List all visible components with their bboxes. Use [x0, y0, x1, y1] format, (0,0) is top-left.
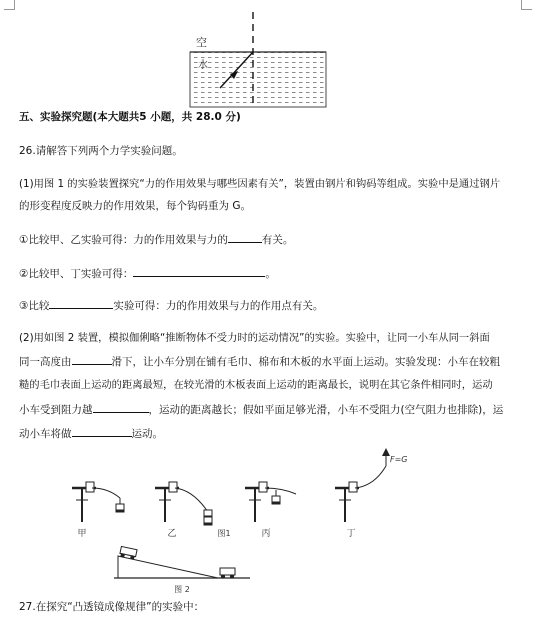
apparatus-bing — [245, 482, 296, 522]
figure1-label-jia: 甲 — [77, 529, 87, 539]
q26-item2-prefix: ②比较甲、丁实验可得： — [19, 268, 134, 280]
q26-part2-line4-prefix: 小车受到阻力越 — [19, 404, 93, 416]
figure1-force-label: F=G — [390, 455, 408, 464]
q26-part2-line2-prefix: 同一高度由 — [19, 356, 72, 368]
q26-part2-line3: 糙的毛巾表面上运动的距离最短，在较光滑的木板表面上运动的距离最长，说明在其它条件相同时，运动 — [19, 379, 493, 391]
air-label: 空 — [196, 36, 207, 49]
apparatus-yi — [155, 482, 212, 525]
section-heading: 五、实验探究题(本大题共5 小题，共 28.0 分) — [19, 111, 241, 123]
q26-part1-line1: (1)用图 1 的实验装置探究“力的作用效果与哪些因素有关”，装置由钢片和钩码等组成。实验中是通过钢片 — [19, 178, 501, 190]
q26-part2-blank-resistance — [93, 402, 149, 413]
figure1-steel-strips — [60, 450, 408, 540]
q26-part2-blank-release — [72, 354, 112, 365]
q26-item3-suffix: 实验可得：力的作用效果与力的作用点有关。 — [113, 300, 324, 312]
q26-item3-prefix: ③比较 — [19, 300, 50, 312]
q26-item1-blank — [228, 232, 262, 243]
figure1-label-ding: 丁 — [346, 529, 356, 539]
q26-part1-line2: 的形变程度反映力的作用效果，每个钩码重为 G。 — [19, 200, 251, 212]
q26-part2-blank-motion — [72, 426, 132, 437]
q26-item2-blank — [133, 266, 265, 277]
q26-part2-line2-suffix: 滑下，让小车分别在铺有毛巾、棉布和木板的水平面上运动。实验发现：小车在较粗 — [111, 356, 500, 368]
q26-part2-line4 — [19, 402, 503, 417]
apparatus-ding — [335, 448, 390, 522]
figure2-caption: 图 2 — [174, 585, 190, 594]
q26-intro: 26.请解答下列两个力学实验问题。 — [19, 145, 183, 157]
figure2-incline — [110, 540, 260, 596]
q26-item3 — [19, 298, 323, 313]
force-arrow-icon — [382, 448, 390, 456]
q27-intro: 27.在探究“凸透镜成像规律”的实验中： — [19, 601, 205, 613]
q26-part2-line2 — [19, 354, 500, 369]
page-corner-mark-left — [4, 0, 15, 10]
q26-item3-blank — [49, 298, 113, 309]
page-corner-mark-right — [521, 0, 532, 10]
figure1-label-bing: 丙 — [261, 529, 271, 539]
figure1-caption: 图1 — [217, 529, 231, 538]
q26-item1-prefix: ①比较甲、乙实验可得：力的作用效果与力的 — [19, 234, 228, 246]
refraction-figure — [180, 10, 340, 110]
q26-part2-line1: (2)用如图 2 装置，模拟伽俐略“推断物体不受力时的运动情况”的实验。实验中，让同一小车从同一斜面 — [19, 332, 490, 344]
q26-item1-suffix: 有关。 — [261, 234, 294, 246]
water-label: 水 — [198, 60, 208, 71]
q26-part2-line5 — [19, 426, 163, 441]
figure1-label-yi: 乙 — [167, 529, 177, 539]
water-region — [190, 52, 326, 107]
q26-item2 — [19, 266, 276, 281]
q26-part2-line5-prefix: 动小车将做 — [19, 428, 72, 440]
q26-item1 — [19, 232, 293, 247]
apparatus-jia — [72, 482, 124, 522]
q26-item2-suffix: 。 — [265, 268, 276, 280]
q26-part2-line4-suffix: ，运动的距离越长；假如平面足够光滑，小车不受阻力(空气阻力也排除)，运 — [148, 404, 504, 416]
q26-part2-line5-suffix: 运动。 — [131, 428, 163, 440]
cart-on-ground — [220, 568, 235, 578]
